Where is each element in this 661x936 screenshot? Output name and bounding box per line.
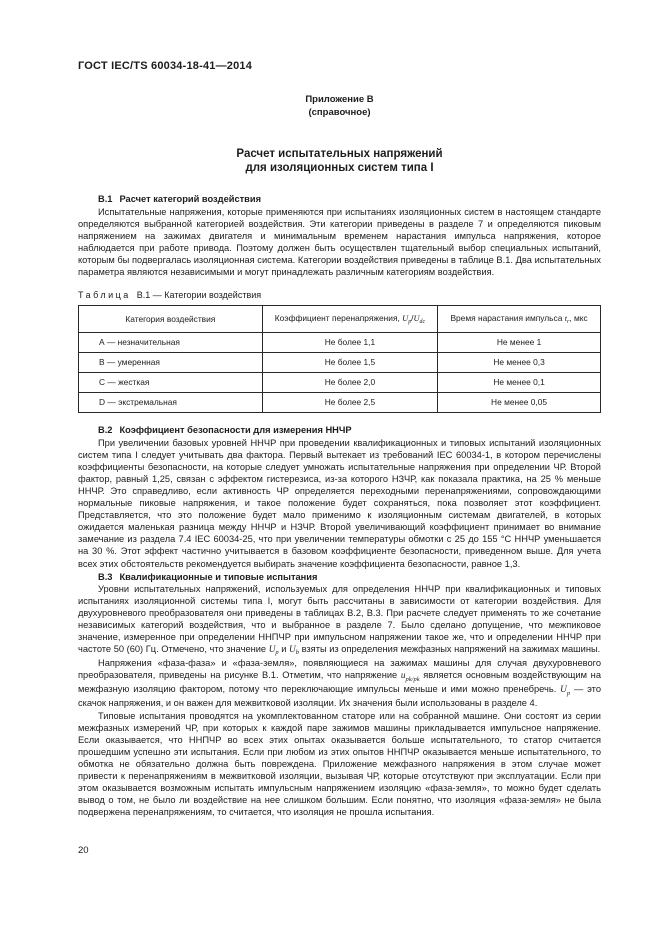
section-b2-paragraph: При увеличении базовых уровней ННЧР при проведении квалификационных и типовых испытаний изоляционных систем типа I следует учитывать два фактора. Первый вытекает из требований IEC 60034-1, в котором перечислены коэффициенты безопасности, на которые следует умножать испытательные напряжения при определении ЧР. Второй фактор, равный 1,25, связан с эффектом гистерезиса, из-за которого НЗЧР, как показала практика, на 25 % меньше ННЧР. Это справедливо, если активность ЧР определяется переходными перенапряжениями, сопровождающими нормальные пиковые напряжения, и такое положение будет сохраняться, пока позволяет этот коэффициент. Представляется, что это положение будет мало применимо к изоляционным системам двигателей, в которых ожидается маленькая разница между ННЧР и НЗЧР. Второй увеличивающий коэффициент принимает во внимание замечание из раздела 7.4 IEC 60034-25, что при увеличении температуры обмотки с 25 до 155 °С ННЧР уменьшается на 30 %. Этот эффект частично учитывается в базовом коэффициенте безопасности, приведенном выше. Для учета всех этих обстоятельств рекомендуется выбирать значение коэффициента безопасности, равное 1,3. (78, 437, 601, 569)
cell-rise-time: Не менее 0,1 (438, 372, 601, 392)
table-row (79, 372, 601, 392)
section-b3-title: Квалификационные и типовые испытания (119, 571, 318, 582)
section-b3-paragraph-1: Уровни испытательных напряжений, используемых для определения ННЧР при квалификационных и типовых испытаниях изоляционной системы типа I, могут быть рассчитаны в зависимости от категории воздействия. Для двухуровневого преобразователя они приведены в таблицах В.2, В.3. При расчете следует применять то же сочетание независимых категорий воздействия, что и выбранное в разделе 7. Было сделано допущение, что межпиковое значение, измеренное при определении ННПЧР при импульсном напряжении такое же, что и определении ННЧР при частоте 50 (60) Гц. Отмечено, что значение $U_p$ и $U_b$ взяты из определения межфазных напряжений на зажимах машины. (78, 583, 601, 657)
var-Udc: U (413, 313, 420, 323)
section-b1-number: В.1 (98, 194, 113, 204)
section-b3-paragraph-2: Напряжения «фаза-фаза» и «фаза-земля», появляющиеся на зажимах машины для случая двухуровневого преобразователя, приведены на рисунке В.1. Отметим, что напряжение $u_{pk/pk}$ является основным воздействующим на межфазную изоляцию фактором, потому что переключающие импульсы меньше и ими можно пренебречь. $U_p$ — это скачок напряжения, и он важен для межвитковой изоляции. Их значения были использованы в разделе 4. (78, 658, 602, 709)
var-u-pkpk: u (400, 671, 406, 682)
annex-heading (78, 93, 601, 119)
section-b3-heading (78, 571, 601, 583)
cell-rise-time: Не менее 0,05 (438, 392, 601, 412)
table-header-overvoltage: Коэффициент перенапряжения, $U_p/U_{dc}$ (262, 305, 437, 332)
var-Up: U (560, 685, 567, 696)
page-title-line2: для изоляционных систем типа I (245, 162, 434, 174)
section-b1-paragraph: Испытательные напряжения, которые применяются при испытаниях изоляционных систем в настоящем стандарте определяются выбранной категорией воздействия. Эти категории приведены в разделе 7 и определяются пиковым напряжением на зажимах двигателя и минимальным временем нарастания импульса напряжения, которое наблюдается при работе привода. Поэтому должен быть осуществлен тщательный выбор специальных испытаний, которым бы подвергалась изоляционная система. Категории воздействия приведены в таблице В.1. Два испытательных параметра являются независимыми и могут принадлежать различным категориям воздействия. (78, 207, 601, 278)
table-header-category: Категория воздействия (79, 305, 263, 332)
page-content (78, 0, 601, 818)
cell-category: В — умеренная (79, 352, 263, 372)
cell-category: С — жесткая (79, 372, 263, 392)
table-row (79, 392, 601, 412)
section-b2-heading (78, 424, 601, 436)
table-header-row (79, 305, 601, 332)
table-caption-text: В.1 — Категории воздействия (136, 289, 262, 300)
section-b1-title: Расчет категорий воздействия (119, 194, 262, 204)
page-title-line1: Расчет испытательных напряжений (236, 148, 443, 160)
section-b2-title: Коэффициент безопасности для измерения ННЧР (119, 424, 352, 435)
section-b2-number: В.2 (98, 424, 113, 435)
cell-overvoltage: Не более 2,0 (262, 372, 437, 392)
section-b3-paragraph-3: Типовые испытания проводятся на укомплектованном статоре или на собранной машине. Они состоят из серии межфазных измерений ЧР, при которых к каждой паре зажимов машины прикладывается импульсное напряжение. Если оказывается, что ННПЧР во всех этих опытах оказывается больше испытательного, то статор считается прошедшим успешно эти испытания. Если при любом из этих опытов ННПЧР оказывается меньше испытательного, то обмотка не обязательно должна быть повреждена. Приложение межфазного напряжения в этом случае может привести к перенапряжениям в межвитковой изоляции, вызывая ЧР, которые отсутствуют при эксплуатации. Если при этом оказывается возможным испытать импульсным напряжением изоляцию «фаза-земля», то можно будет сделать вывод о том, не было ли воздействие на нее слишком большим. Если понятно, что изоляция «фаза-земля» не была подвержена перенапряжениям, то считается, что изоляция не прошла испытания. (78, 710, 601, 818)
cell-category: А — незначительная (79, 332, 263, 352)
cell-category: D — экстремальная (79, 392, 263, 412)
var-Up: U (402, 313, 409, 323)
page-number: 20 (78, 845, 89, 856)
standard-code-header: ГОСТ IEC/TS 60034-18-41—2014 (78, 60, 253, 72)
annex-subtitle: (справочное) (308, 107, 371, 118)
annex-title: Приложение В (305, 94, 374, 105)
cell-rise-time: Не менее 0,3 (438, 352, 601, 372)
var-Up: U (268, 645, 276, 656)
table-header-rise-time: Время нарастания импульса $t_r$, мкс (438, 305, 601, 332)
cell-rise-time: Не менее 1 (438, 332, 601, 352)
cell-overvoltage: Не более 2,5 (262, 392, 437, 412)
table-b1-caption (78, 289, 601, 301)
page-title (78, 147, 601, 175)
cell-overvoltage: Не более 1,1 (262, 332, 437, 352)
section-b1-heading (78, 193, 601, 205)
cell-overvoltage: Не более 1,5 (262, 352, 437, 372)
table-row (79, 352, 601, 372)
table-b1 (78, 305, 601, 413)
var-tr: t (564, 313, 568, 323)
table-caption-label: Таблица (78, 289, 131, 300)
section-b3-number: В.3 (98, 571, 113, 582)
var-Ub: U (289, 645, 296, 656)
table-row (79, 332, 601, 352)
